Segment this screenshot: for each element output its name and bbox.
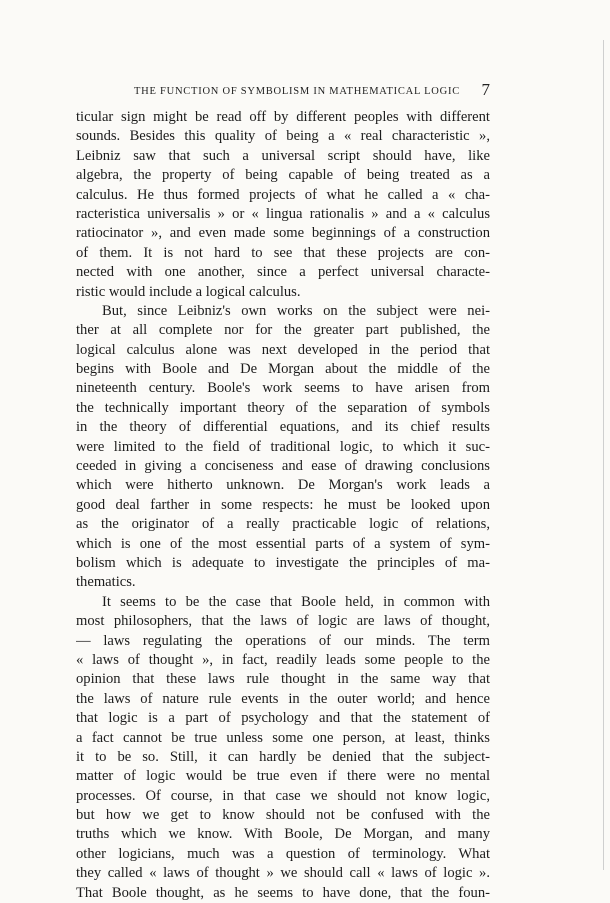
text-line: nected with one another, since a perfect universal characte- <box>76 264 490 281</box>
text-line: opinion that these laws rule thought in the same way that <box>76 671 490 688</box>
text-line: which is one of the most essential parts of a system of sym- <box>76 535 490 552</box>
text-line: in the theory of differential equations, and its chief results <box>76 419 490 436</box>
text-line: processes. Of course, in that case we should not know logic, <box>76 787 490 804</box>
text-line: thematics. <box>76 574 136 591</box>
text-line: bolism which is adequate to investigate the principles of ma- <box>76 554 490 571</box>
text-line: ceeded in giving a conciseness and ease of drawing conclusions <box>76 458 490 475</box>
text-line: it to be so. Still, it can hardly be denied that the subject- <box>76 748 490 765</box>
text-line: but how we get to know should not be confused with the <box>76 807 490 824</box>
text-line: sounds. Besides this quality of being a « real characteristic », <box>76 128 490 145</box>
text-line: good deal farther in some respects: he must be looked upon <box>76 496 490 513</box>
text-line: of them. It is not hard to see that these projects are con- <box>76 244 490 261</box>
text-line: calculus. He thus formed projects of what he called a « cha- <box>76 186 490 203</box>
text-line: the technically important theory of the separation of symbols <box>76 399 490 416</box>
text-line: a fact cannot be true unless some one person, at least, thinks <box>76 729 490 746</box>
paragraph <box>76 302 490 593</box>
paragraph <box>76 593 490 903</box>
text-line: that logic is a part of psychology and that the statement of <box>76 710 490 727</box>
text-line: they called « laws of thought » we should call « laws of logic ». <box>76 865 490 882</box>
text-line: nineteenth century. Boole's work seems to have arisen from <box>76 380 490 397</box>
text-line: — laws regulating the operations of our minds. The term <box>76 632 490 649</box>
text-line: the laws of nature rule events in the outer world; and hence <box>76 690 490 707</box>
text-line: racteristica universalis » or « lingua rationalis » and a « calculus <box>76 205 490 222</box>
text-line: « laws of thought », in fact, readily leads some people to the <box>76 651 490 668</box>
text-line: most philosophers, that the laws of logic are laws of thought, <box>76 613 490 630</box>
text-line: ticular sign might be read off by different peoples with different <box>76 109 490 125</box>
page-edge-divider <box>603 40 604 870</box>
text-line: were limited to the field of traditional logic, to which it suc- <box>76 438 490 455</box>
text-line: ther at all complete nor for the greater part published, the <box>76 322 490 339</box>
text-line: ristic would include a logical calculus. <box>76 283 301 300</box>
text-line: algebra, the property of being capable of being treated as a <box>76 167 490 184</box>
text-line: It seems to be the case that Boole held, in common with <box>102 593 490 610</box>
text-line: as the originator of a really practicable logic of relations, <box>76 516 490 533</box>
text-line: Leibniz saw that such a universal script should have, like <box>76 147 490 164</box>
running-title: THE FUNCTION OF SYMBOLISM IN MATHEMATICAL LOGIC <box>134 86 460 97</box>
text-line: matter of logic would be true even if there were no mental <box>76 768 490 785</box>
text-line: other logicians, much was a question of terminology. What <box>76 845 490 862</box>
text-line: ratiocinator », and even made some beginnings of a construction <box>76 225 490 242</box>
text-line: That Boole thought, as he seems to have done, that the foun- <box>76 884 490 901</box>
text-line: begins with Boole and De Morgan about the middle of the <box>76 361 490 378</box>
text-line: But, since Leibniz's own works on the subject were nei- <box>102 302 490 319</box>
page-number: 7 <box>481 80 490 99</box>
text-line: which were hitherto unknown. De Morgan's work leads a <box>76 477 490 494</box>
text-line: truths which we know. With Boole, De Morgan, and many <box>76 826 490 843</box>
body-text <box>76 108 490 903</box>
text-line: logical calculus alone was next developed in the period that <box>76 341 490 358</box>
paragraph <box>76 108 490 302</box>
